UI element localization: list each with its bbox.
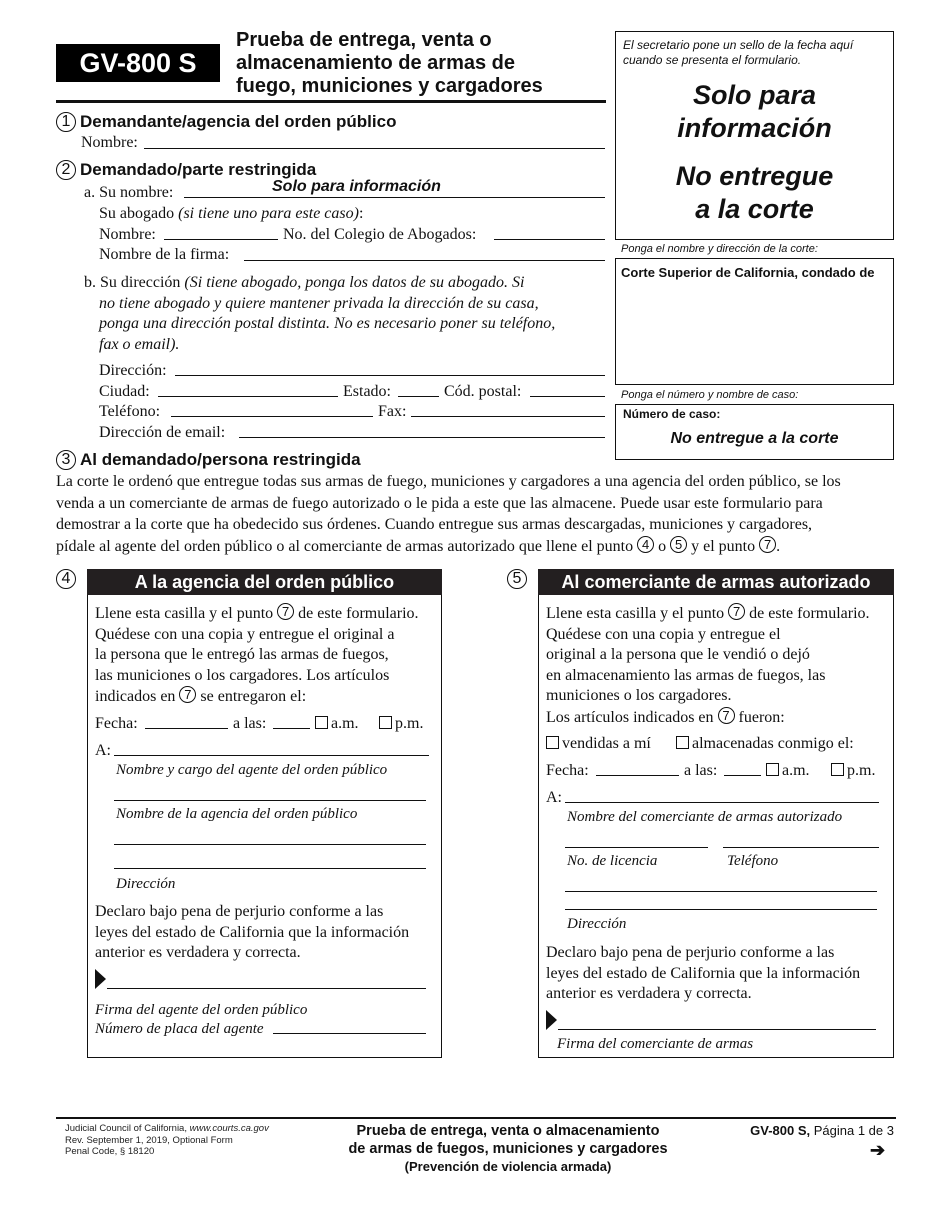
paragraph-line: La corte le ordenó que entregue todas sus armas de fuego, municiones y cargadores a una agencia del orden público, se los bbox=[56, 473, 841, 490]
court-label: Ponga el nombre y dirección de la corte: bbox=[621, 243, 818, 255]
s4-address-field-2[interactable] bbox=[114, 868, 426, 869]
city-field[interactable] bbox=[158, 396, 338, 397]
s4-date-label: Fecha: bbox=[95, 715, 138, 732]
ref-item-7: 7 bbox=[277, 603, 294, 620]
instr-text: en almacenamiento las armas de fuegos, las bbox=[546, 666, 826, 684]
s4-signature-arrow-icon bbox=[95, 969, 106, 989]
footer-form-number: GV-800 S, bbox=[750, 1123, 811, 1138]
instr-text: de este formulario. bbox=[749, 605, 870, 622]
address-note: (Si tiene abogado, ponga los datos de su abogado. Si bbox=[184, 274, 525, 291]
lawyer-note: (si tiene uno para este caso) bbox=[178, 205, 359, 222]
s5-license-field[interactable] bbox=[565, 847, 708, 848]
form-title-line: almacenamiento de armas de bbox=[236, 52, 516, 74]
ref-item-7: 7 bbox=[759, 536, 776, 553]
section-2-heading bbox=[56, 160, 316, 180]
your-name-value: Solo para información bbox=[272, 178, 441, 195]
s4-pm-checkbox[interactable] bbox=[379, 716, 392, 729]
s5-stored-label: almacenadas conmigo el: bbox=[692, 735, 854, 752]
form-title-line: Prueba de entrega, venta o bbox=[236, 29, 492, 51]
s4-to-label: A: bbox=[95, 742, 111, 759]
section-1-heading bbox=[56, 112, 396, 132]
instr-text: se entregaron el: bbox=[200, 688, 307, 705]
instr-text: Los artículos indicados en bbox=[546, 708, 714, 726]
your-name-field[interactable] bbox=[184, 197, 605, 198]
paragraph-line: venda a un comerciante de armas de fuego autorizado o le pida a este que las almacene. Puede usar este formulario para bbox=[56, 494, 823, 512]
do-not-file-label: a la corte bbox=[695, 194, 814, 224]
zip-label: Cód. postal: bbox=[444, 383, 522, 400]
footer-subtitle: (Prevención de violencia armada) bbox=[404, 1159, 612, 1174]
phone-label: Teléfono: bbox=[99, 403, 161, 420]
section-1-title: Demandante/agencia del orden público bbox=[80, 112, 397, 131]
s4-address-caption: Dirección bbox=[116, 876, 176, 892]
s5-stored-option[interactable] bbox=[676, 735, 854, 753]
footer-center-title bbox=[300, 1122, 716, 1176]
s4-time-label: a las: bbox=[233, 715, 267, 732]
case-number-box[interactable] bbox=[615, 404, 894, 460]
footer-title-line: Prueba de entrega, venta o almacenamiento bbox=[356, 1123, 660, 1139]
zip-field[interactable] bbox=[530, 396, 605, 397]
bar-number-field[interactable] bbox=[494, 239, 605, 240]
address-label-b: b. Su dirección bbox=[84, 274, 181, 291]
ref-item-4: 4 bbox=[637, 536, 654, 553]
info-only-label: información bbox=[677, 113, 832, 143]
s5-to-label: A: bbox=[546, 789, 562, 806]
s5-pm-option[interactable] bbox=[831, 762, 875, 780]
decl-text: Declaro bajo pena de perjurio conforme a las bbox=[546, 944, 835, 961]
address-note: ponga una dirección postal distinta. No es necesario poner su teléfono, bbox=[99, 315, 556, 332]
section-4-header: A la agencia del orden público bbox=[87, 569, 442, 595]
section-3-paragraph bbox=[56, 471, 896, 557]
clerk-note: El secretario pone un sello de la fecha aquí bbox=[623, 38, 854, 52]
phone-field[interactable] bbox=[171, 416, 373, 417]
form-title bbox=[236, 29, 616, 98]
footer-page-number: Página 1 de 3 bbox=[810, 1123, 894, 1138]
address-note: no tiene abogado y quiere mantener privada la dirección de su casa, bbox=[99, 294, 539, 312]
s4-address-field-1[interactable] bbox=[114, 844, 426, 845]
lawyer-label-text: Su abogado bbox=[99, 205, 175, 222]
state-label: Estado: bbox=[343, 383, 391, 400]
fax-field[interactable] bbox=[411, 416, 605, 417]
s4-badge-field[interactable] bbox=[273, 1033, 426, 1034]
case-number-value: No entregue a la corte bbox=[670, 430, 839, 447]
s4-time-field[interactable] bbox=[273, 728, 310, 729]
lawyer-label bbox=[99, 205, 363, 223]
instr-text: la persona que le entregó las armas de fuegos, bbox=[95, 646, 389, 663]
case-number-label: Número de caso: bbox=[623, 407, 721, 421]
lawyer-colon: : bbox=[358, 205, 364, 222]
s4-pm-label: p.m. bbox=[395, 715, 424, 732]
paragraph-line: demostrar a la corte que ha obedecido sus órdenes. Cuando entregue sus armas descargadas, municiones y cargadores, bbox=[56, 516, 813, 533]
next-page-arrow-icon: ➔ bbox=[870, 1140, 886, 1160]
info-only-label: Solo para bbox=[692, 80, 817, 110]
footer-page-info bbox=[690, 1123, 894, 1138]
footer-revision: Rev. September 1, 2019, Optional Form bbox=[65, 1134, 233, 1146]
s5-signature-caption: Firma del comerciante de armas bbox=[557, 1036, 754, 1052]
do-not-file-label: No entregue bbox=[675, 161, 834, 191]
instr-text: original a la persona que le vendió o dejó bbox=[546, 646, 810, 663]
instr-text: Quédese con una copia y entregue el bbox=[546, 625, 781, 643]
s5-dealer-name-field[interactable] bbox=[565, 802, 879, 803]
s5-am-label: a.m. bbox=[782, 762, 810, 779]
s4-am-checkbox[interactable] bbox=[315, 716, 328, 729]
street-address-label: Dirección: bbox=[99, 362, 167, 379]
s4-agency-caption: Nombre de la agencia del orden público bbox=[116, 806, 358, 822]
ref-item-7: 7 bbox=[718, 707, 735, 724]
s5-time-label: a las: bbox=[684, 762, 718, 779]
address-instructions bbox=[84, 273, 609, 355]
paragraph-and: y el punto bbox=[691, 537, 756, 555]
s5-sold-checkbox[interactable] bbox=[546, 736, 559, 749]
s5-signature-field[interactable] bbox=[558, 1029, 876, 1030]
address-note: fax o email). bbox=[99, 335, 180, 353]
s4-am-label: a.m. bbox=[331, 715, 359, 732]
item-number-4: 4 bbox=[56, 569, 76, 589]
footer-title-line: de armas de fuegos, municiones y cargadores bbox=[348, 1141, 668, 1157]
instr-text: las municiones o los cargadores. Los artículos bbox=[95, 666, 390, 684]
case-label: Ponga el número y nombre de caso: bbox=[621, 389, 799, 401]
bar-number-label: No. del Colegio de Abogados: bbox=[283, 226, 477, 243]
s5-time-field[interactable] bbox=[724, 775, 761, 776]
fax-label: Fax: bbox=[378, 403, 407, 420]
s5-am-option[interactable] bbox=[766, 762, 810, 780]
section-2-title: Demandado/parte restringida bbox=[80, 160, 317, 179]
s4-agency-name-field[interactable] bbox=[114, 800, 426, 801]
ref-item-5: 5 bbox=[670, 536, 687, 553]
s5-phone-caption: Teléfono bbox=[727, 853, 779, 869]
lawyer-name-label: Nombre: bbox=[99, 226, 156, 243]
section-5-header: Al comerciante de armas autorizado bbox=[538, 569, 894, 595]
footer-council: Judicial Council of California, bbox=[65, 1123, 190, 1134]
s5-sold-option[interactable] bbox=[546, 735, 651, 753]
s4-agent-caption: Nombre y cargo del agente del orden público bbox=[116, 762, 388, 778]
s5-stored-checkbox[interactable] bbox=[676, 736, 689, 749]
s4-badge-label: Número de placa del agente bbox=[95, 1021, 264, 1037]
s5-address-caption: Dirección bbox=[567, 916, 627, 932]
instr-text: municiones o los cargadores. bbox=[546, 687, 732, 704]
section-5-number bbox=[507, 569, 527, 589]
ref-item-7: 7 bbox=[179, 686, 196, 703]
plaintiff-name-field[interactable] bbox=[144, 148, 605, 149]
clerk-note: cuando se presenta el formulario. bbox=[623, 53, 802, 67]
instr-text: indicados en bbox=[95, 688, 176, 705]
item-number-3: 3 bbox=[56, 450, 76, 470]
s5-declaration bbox=[546, 943, 860, 1005]
section-3-title: Al demandado/persona restringida bbox=[80, 450, 361, 469]
instr-text: fueron: bbox=[738, 708, 785, 726]
s5-sold-label: vendidas a mí bbox=[562, 735, 651, 752]
firm-name-field[interactable] bbox=[244, 260, 605, 261]
clerk-stamp-box bbox=[615, 31, 894, 240]
city-label: Ciudad: bbox=[99, 383, 150, 400]
s5-address-field-1[interactable] bbox=[565, 891, 877, 892]
item-number-2: 2 bbox=[56, 160, 76, 180]
s4-agent-name-field[interactable] bbox=[114, 755, 429, 756]
firm-name-label: Nombre de la firma: bbox=[99, 246, 230, 263]
section-4-number bbox=[56, 569, 76, 589]
instr-text: Llene esta casilla y el punto bbox=[546, 605, 725, 622]
instr-text: Quédese con una copia y entregue el original a bbox=[95, 625, 395, 643]
decl-text: anterior es verdadera y correcta. bbox=[95, 944, 301, 961]
s5-date-label: Fecha: bbox=[546, 762, 589, 779]
your-name-label: a. Su nombre: bbox=[84, 184, 174, 201]
s5-pm-checkbox[interactable] bbox=[831, 763, 844, 776]
s4-am-option[interactable] bbox=[315, 715, 359, 733]
decl-text: Declaro bajo pena de perjurio conforme a las bbox=[95, 903, 384, 920]
court-box[interactable] bbox=[615, 258, 894, 385]
email-field[interactable] bbox=[239, 437, 605, 438]
s4-date-field[interactable] bbox=[145, 728, 228, 729]
footer-code: Penal Code, § 18120 bbox=[65, 1146, 155, 1157]
state-field[interactable] bbox=[398, 396, 439, 397]
paragraph-or: o bbox=[658, 537, 667, 555]
section-3-heading bbox=[56, 450, 361, 470]
item-number-5: 5 bbox=[507, 569, 527, 589]
header-rule bbox=[56, 100, 606, 103]
lawyer-name-field[interactable] bbox=[164, 239, 278, 240]
s5-am-checkbox[interactable] bbox=[766, 763, 779, 776]
decl-text: anterior es verdadera y correcta. bbox=[546, 985, 752, 1002]
section-4-instructions bbox=[95, 603, 440, 708]
footer-rule bbox=[56, 1117, 896, 1119]
form-number-badge: GV-800 S bbox=[56, 44, 220, 82]
s5-address-field-2[interactable] bbox=[565, 909, 877, 910]
s5-signature-arrow-icon bbox=[546, 1010, 557, 1030]
s5-dealer-caption: Nombre del comerciante de armas autorizado bbox=[567, 809, 843, 825]
plaintiff-name-label: Nombre: bbox=[81, 134, 138, 151]
section-5-instructions bbox=[546, 603, 891, 728]
instr-text: de este formulario. bbox=[298, 605, 419, 622]
s5-license-caption: No. de licencia bbox=[567, 853, 658, 869]
s5-pm-label: p.m. bbox=[847, 762, 876, 779]
street-address-field[interactable] bbox=[175, 375, 605, 376]
s4-signature-caption: Firma del agente del orden público bbox=[95, 1002, 308, 1018]
s5-phone-field[interactable] bbox=[723, 847, 879, 848]
s4-signature-field[interactable] bbox=[107, 988, 426, 989]
footer-left bbox=[65, 1123, 269, 1158]
instr-text: Llene esta casilla y el punto bbox=[95, 605, 274, 622]
footer-site-link[interactable]: www.courts.ca.gov bbox=[189, 1123, 269, 1134]
paragraph-end: . bbox=[776, 537, 781, 555]
email-label: Dirección de email: bbox=[99, 424, 226, 441]
court-name: Corte Superior de California, condado de bbox=[621, 265, 875, 280]
paragraph-line: pídale al agente del orden público o al comerciante de armas autorizado que llene el punto bbox=[56, 537, 634, 555]
s5-date-field[interactable] bbox=[596, 775, 679, 776]
item-number-1: 1 bbox=[56, 112, 76, 132]
s4-pm-option[interactable] bbox=[379, 715, 423, 733]
ref-item-7: 7 bbox=[728, 603, 745, 620]
form-title-line: fuego, municiones y cargadores bbox=[236, 75, 543, 97]
s4-declaration bbox=[95, 902, 409, 964]
decl-text: leyes del estado de California que la información bbox=[546, 964, 861, 982]
decl-text: leyes del estado de California que la información bbox=[95, 923, 410, 941]
